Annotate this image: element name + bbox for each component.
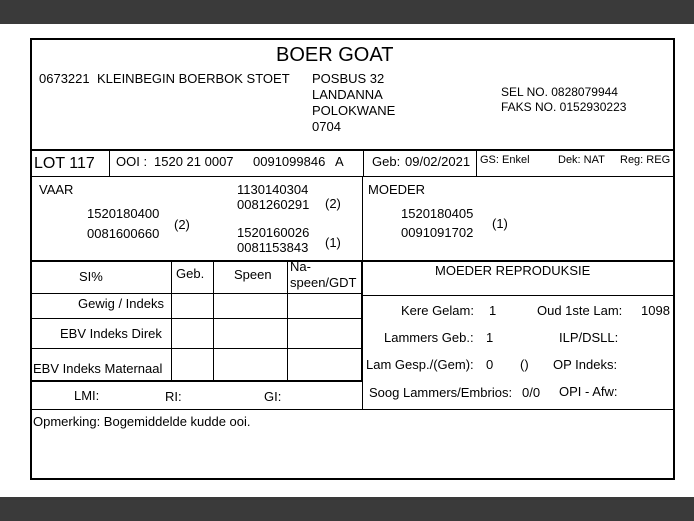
remark: Opmerking: Bogemiddelde kudde ooi.: [33, 414, 251, 429]
top-band: [0, 0, 694, 24]
vaar-moeder-id-2: 0081153843: [237, 240, 309, 255]
divider-lot-bottom: [30, 176, 675, 177]
lam-gesp-value: 0: [486, 357, 494, 372]
address-line-4: 0704: [312, 119, 341, 134]
si-col-geb: Geb.: [176, 266, 205, 281]
geb-label: Geb:: [372, 154, 401, 169]
lammers-geb-value: 1: [486, 330, 494, 345]
ooi-number: 1520 21 0007: [154, 154, 234, 169]
soog-value: 0/0: [522, 385, 541, 400]
oud-lam-value: 1098: [641, 303, 670, 318]
ooi-grade: A: [335, 154, 344, 169]
op-indeks-label: OP Indeks:: [553, 357, 618, 372]
vaar-count: (2): [174, 217, 190, 232]
si-row-line-2: [30, 318, 362, 319]
faks-number: FAKS NO. 0152930223: [501, 100, 627, 114]
divider-si-top: [30, 260, 675, 262]
vaar-id-1: 1520180400: [87, 206, 160, 221]
moeder-id-1: 1520180405: [401, 206, 474, 221]
breeder-code: 0673221: [39, 71, 90, 86]
ooi-label: OOI :: [116, 154, 148, 169]
si-col-line-2: [213, 260, 214, 382]
si-row-label-2: EBV Indeks Direk: [60, 326, 162, 341]
reg-value: Reg: REG: [620, 154, 671, 166]
ri-label: RI:: [165, 389, 182, 404]
soog-label: Soog Lammers/Embrios:: [369, 385, 513, 400]
si-col-speen: Speen: [234, 267, 272, 282]
ilp-dsll-label: ILP/DSLL:: [559, 330, 619, 345]
oud-lam-label: Oud 1ste Lam:: [537, 303, 623, 318]
divider-lot-2: [363, 149, 364, 176]
divider-remark: [30, 409, 675, 410]
si-row-line-1: [30, 293, 362, 294]
kere-gelam-value: 1: [489, 303, 497, 318]
address-line-3: POLOKWANE: [312, 103, 396, 118]
divider-pedigree: [362, 176, 363, 260]
breeder-name: KLEINBEGIN BOERBOK STOET: [97, 71, 290, 86]
divider-lot-1: [109, 149, 110, 176]
sel-number: SEL NO. 0828079944: [501, 85, 618, 99]
lammers-geb-label: Lammers Geb.:: [384, 330, 474, 345]
lmi-label: LMI:: [74, 388, 100, 403]
divider-reproduction-title: [362, 295, 675, 296]
page-title: BOER GOAT: [276, 44, 394, 66]
divider-lot-3: [476, 149, 477, 176]
kere-gelam-label: Kere Gelam:: [401, 303, 474, 318]
lam-gesp-paren: (): [520, 357, 529, 372]
si-row-line-3: [30, 348, 362, 349]
moeder-label: MOEDER: [368, 182, 426, 197]
si-header: SI%: [79, 269, 103, 284]
si-col-line-3: [287, 260, 288, 382]
divider-lot-top: [30, 149, 675, 151]
vaar-vaar-count: (2): [325, 196, 341, 211]
si-col-line-1: [171, 260, 172, 382]
reproduction-title: MOEDER REPRODUKSIE: [435, 263, 591, 278]
moeder-id-2: 0091091702: [401, 225, 474, 240]
gi-label: GI:: [264, 389, 282, 404]
geb-date: 09/02/2021: [405, 154, 471, 169]
address-line-2: LANDANNA: [312, 87, 383, 102]
dek-value: Dek: NAT: [558, 154, 605, 166]
si-col-naspeen-1: Na-: [290, 259, 311, 274]
vaar-label: VAAR: [39, 182, 74, 197]
ooi-id: 0091099846: [253, 154, 326, 169]
vaar-vaar-id-1: 1130140304: [237, 182, 309, 197]
vaar-moeder-id-1: 1520160026: [237, 225, 310, 240]
si-row-label-3: EBV Indeks Maternaal: [33, 361, 163, 376]
opi-afw-label: OPI - Afw:: [559, 384, 618, 399]
lam-gesp-label: Lam Gesp./(Gem):: [366, 357, 474, 372]
divider-reproduction: [362, 260, 363, 409]
moeder-count: (1): [492, 216, 508, 231]
vaar-moeder-count: (1): [325, 235, 341, 250]
si-col-naspeen-2: speen/GDT: [290, 275, 357, 290]
si-row-label-1: Gewig / Indeks: [78, 296, 164, 311]
address-line-1: POSBUS 32: [312, 71, 385, 86]
si-row-line-4: [30, 380, 362, 382]
lot-number: LOT 117: [34, 155, 95, 172]
gs-value: GS: Enkel: [480, 154, 530, 166]
vaar-id-2: 0081600660: [87, 226, 160, 241]
bottom-band: [0, 497, 694, 521]
vaar-vaar-id-2: 0081260291: [237, 197, 310, 212]
